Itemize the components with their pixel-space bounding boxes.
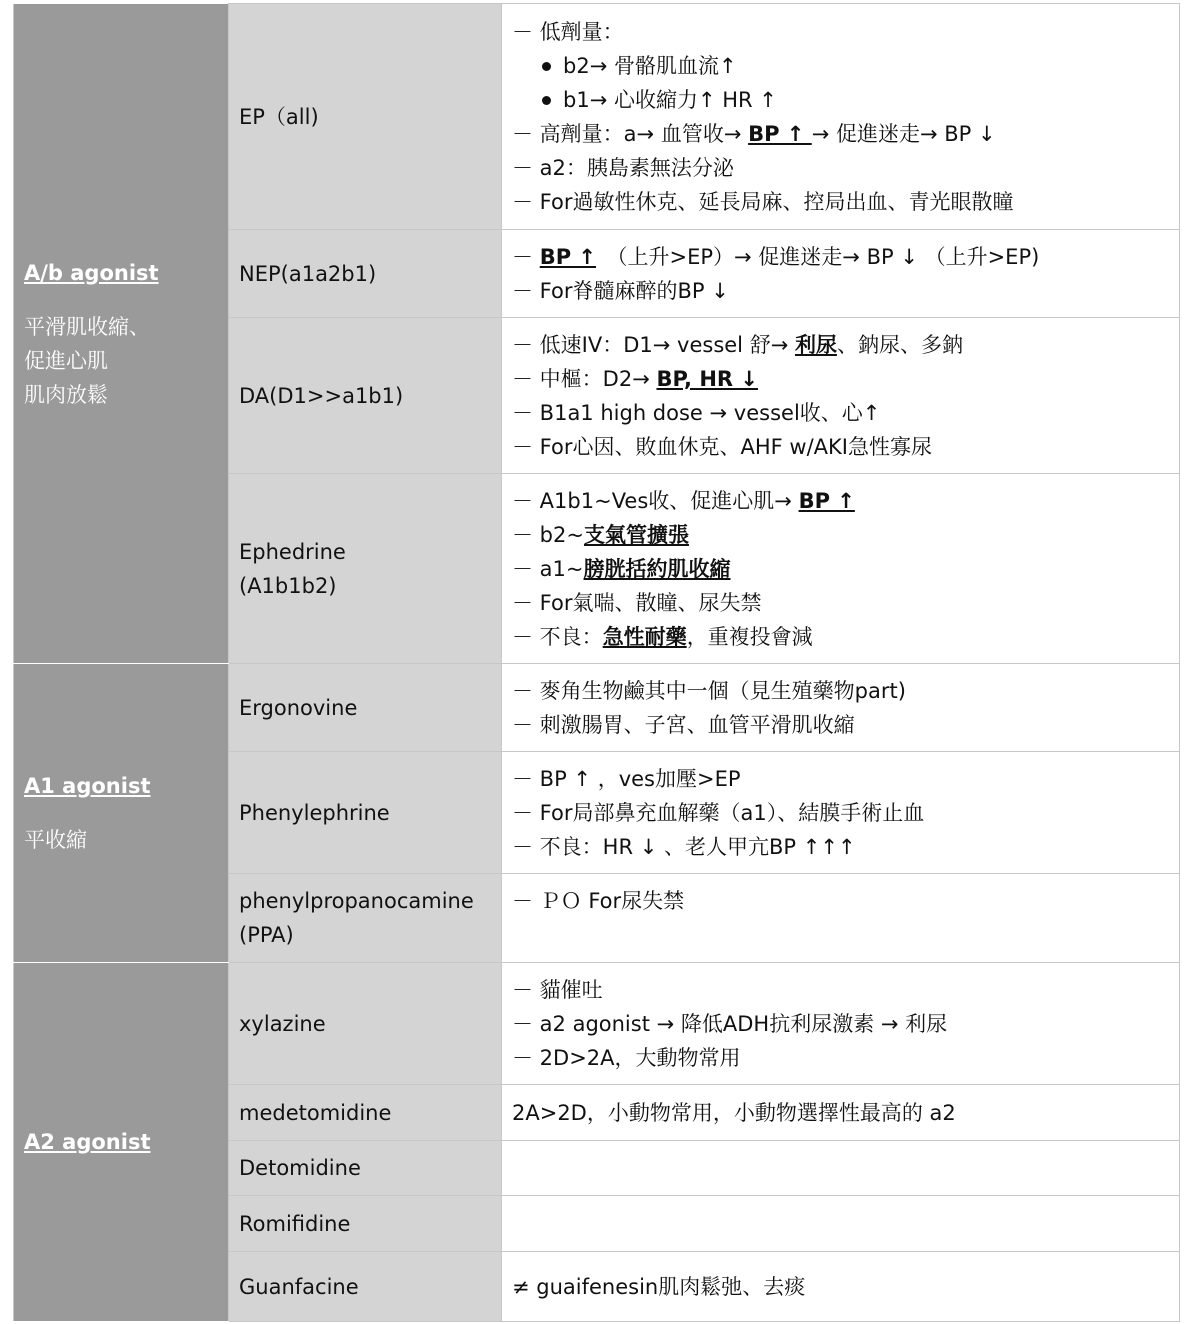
drug-table <box>13 3 1180 1322</box>
description-cell <box>502 1196 1180 1252</box>
drug-name: Phenylephrine <box>239 800 390 825</box>
desc-bullet-line: b2→ 骨骼肌血流↑ <box>512 49 1171 83</box>
drug-name-cell <box>229 874 502 963</box>
emphasis-text: BP ↑ <box>748 121 812 146</box>
drug-name: phenylpropanocamine <box>239 889 474 913</box>
category-cell <box>14 664 229 963</box>
drug-name: EP（all) <box>239 104 319 129</box>
drug-name: Romifidine <box>239 1211 351 1236</box>
emphasis-text: 急性耐藥 <box>602 624 687 649</box>
drug-name-cell <box>229 1085 502 1141</box>
desc-line: － 2D>2A，大動物常用 <box>512 1045 741 1070</box>
description-cell <box>502 963 1180 1085</box>
desc-line: － For局部鼻充血解藥（a1）、結膜手術止血 <box>512 800 925 825</box>
drug-name: (A1b1b2) <box>239 573 337 598</box>
desc-line: ≠ guaifenesin肌肉鬆弛、去痰 <box>512 1274 806 1299</box>
drug-name: medetomidine <box>239 1100 392 1125</box>
emphasis-text: 膀胱括約肌收縮 <box>583 556 731 581</box>
desc-line: － For過敏性休克、延長局麻、控局出血、青光眼散瞳 <box>512 189 1014 214</box>
category-title: A1 agonist <box>24 774 151 798</box>
drug-name-cell <box>229 664 502 752</box>
bullet-icon <box>542 62 551 71</box>
drug-name-cell <box>229 474 502 664</box>
desc-line: － A1b1~Ves收、促進心肌→ BP ↑ <box>512 488 855 513</box>
desc-line: － BP ↑ ，ves加壓>EP <box>512 766 741 791</box>
desc-line: － 麥角生物鹼其中一個（見生殖藥物part) <box>512 678 906 703</box>
desc-line: － 低劑量： <box>512 19 624 44</box>
description-cell <box>502 1141 1180 1196</box>
table-row <box>14 664 1180 752</box>
desc-line: － 不良：急性耐藥，重複投會減 <box>512 624 813 649</box>
description-cell <box>502 664 1180 752</box>
table-row <box>14 4 1180 230</box>
desc-line: － a2 agonist → 降低ADH抗利尿激素 → 利尿 <box>512 1011 948 1036</box>
desc-bullet-line: b1→ 心收縮力↑ HR ↑ <box>512 83 1171 117</box>
category-desc: 平滑肌收縮、 促進心肌 肌肉放鬆 <box>24 314 150 407</box>
desc-line: － 刺激腸胃、子宮、血管平滑肌收縮 <box>512 712 855 737</box>
desc-line: － a1~膀胱括約肌收縮 <box>512 556 731 581</box>
desc-line: － 不良：HR ↓ 、老人甲亢BP ↑↑↑ <box>512 834 856 859</box>
category-desc: 平收縮 <box>24 828 87 852</box>
emphasis-text: BP ↑ <box>798 488 855 513</box>
drug-name: Ephedrine <box>239 539 346 564</box>
category-title: A/b agonist <box>24 260 159 285</box>
drug-name: Detomidine <box>239 1156 361 1180</box>
desc-line: － For心因、敗血休克、AHF w/AKI急性寡尿 <box>512 434 932 459</box>
description-cell <box>502 1252 1180 1322</box>
desc-line: － b2~支氣管擴張 <box>512 522 689 547</box>
description-cell <box>502 4 1180 230</box>
category-cell <box>14 963 229 1322</box>
desc-line: － ＰＯ For尿失禁 <box>512 889 685 913</box>
desc-line: － a2：胰島素無法分泌 <box>512 155 734 180</box>
desc-line: － 高劑量：a→ 血管收→ BP ↑ → 促進迷走→ BP ↓ <box>512 121 996 146</box>
drug-name: (PPA) <box>239 923 294 947</box>
drug-name-cell <box>229 1141 502 1196</box>
drug-name-cell <box>229 1196 502 1252</box>
category-title: A2 agonist <box>24 1130 151 1154</box>
drug-name-cell <box>229 318 502 474</box>
desc-line: － 低速IV：D1→ vessel 舒→ 利尿、鈉尿、多鈉 <box>512 332 963 357</box>
desc-line: － B1a1 high dose → vessel收、心↑ <box>512 400 881 425</box>
drug-name: Ergonovine <box>239 695 358 720</box>
drug-name-cell <box>229 963 502 1085</box>
desc-line: － 中樞：D2→ BP, HR ↓ <box>512 366 758 391</box>
drug-name-cell <box>229 752 502 874</box>
description-cell <box>502 874 1180 963</box>
drug-name-cell <box>229 230 502 318</box>
drug-name: NEP(a1a2b1) <box>239 261 377 286</box>
drug-name-cell <box>229 1252 502 1322</box>
description-cell <box>502 474 1180 664</box>
drug-name-cell <box>229 4 502 230</box>
description-cell <box>502 752 1180 874</box>
emphasis-text: BP ↑ <box>539 244 596 269</box>
emphasis-text: 支氣管擴張 <box>583 522 689 547</box>
bullet-icon <box>542 96 551 105</box>
desc-line: 2A>2D，小動物常用，小動物選擇性最高的 a2 <box>512 1100 956 1125</box>
drug-name: Guanfacine <box>239 1274 359 1299</box>
desc-line: － 貓催吐 <box>512 977 603 1002</box>
category-cell <box>14 4 229 664</box>
desc-line: － For脊髓麻醉的BP ↓ <box>512 278 729 303</box>
emphasis-text: 利尿 <box>794 332 837 357</box>
description-cell <box>502 230 1180 318</box>
emphasis-text: BP, HR ↓ <box>656 366 758 391</box>
table-row <box>14 963 1180 1085</box>
drug-name: xylazine <box>239 1011 326 1036</box>
description-cell <box>502 318 1180 474</box>
description-cell <box>502 1085 1180 1141</box>
drug-name: DA(D1>>a1b1) <box>239 383 404 408</box>
desc-line: － BP ↑ （上升>EP）→ 促進迷走→ BP ↓ （上升>EP) <box>512 244 1040 269</box>
desc-line: － For氣喘、散瞳、尿失禁 <box>512 590 762 615</box>
